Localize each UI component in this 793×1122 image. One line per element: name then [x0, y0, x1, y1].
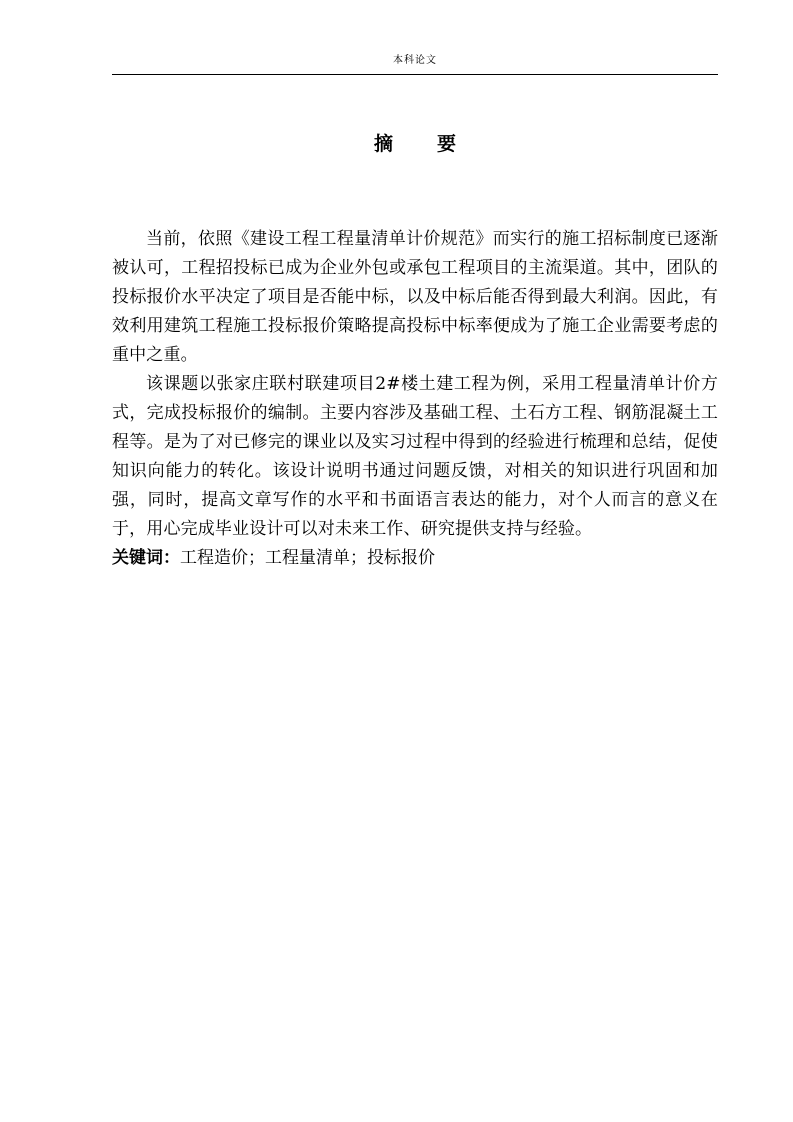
abstract-title [112, 130, 718, 158]
keywords-label: 关键词： [112, 548, 180, 568]
abstract-title-char-1: 摘 [373, 133, 393, 155]
keywords-line [112, 544, 718, 573]
running-title: 本科论文 [393, 55, 437, 66]
abstract-body [112, 225, 718, 573]
abstract-paragraph-2: 该课题以张家庄联村联建项目2#楼土建工程为例，采用工程量清单计价方式，完成投标报价的编制。主要内容涉及基础工程、土石方工程、钢筋混凝土工程等。是为了对已修完的课业以及实习过程中得到的经验进行梳理和总结，促使知识向能力的转化。该设计说明书通过问题反馈，对相关的知识进行巩固和加强，同时，提高文章写作的水平和书面语言表达的能力，对个人而言的意义在于，用心完成毕业设计可以对未来工作、研究提供支持与经验。 [112, 374, 718, 539]
page-header [112, 52, 718, 75]
abstract-title-char-2: 要 [437, 133, 457, 155]
keywords-text: 工程造价；工程量清单；投标报价 [180, 548, 435, 568]
abstract-paragraph-1: 当前，依照《建设工程工程量清单计价规范》而实行的施工招标制度已逐渐被认可，工程招投标已成为企业外包或承包工程项目的主流渠道。其中，团队的投标报价水平决定了项目是否能中标，以及中标后能否得到最大利润。因此，有效利用建筑工程施工投标报价策略提高投标中标率便成为了施工企业需要考虑的重中之重。 [112, 229, 718, 365]
